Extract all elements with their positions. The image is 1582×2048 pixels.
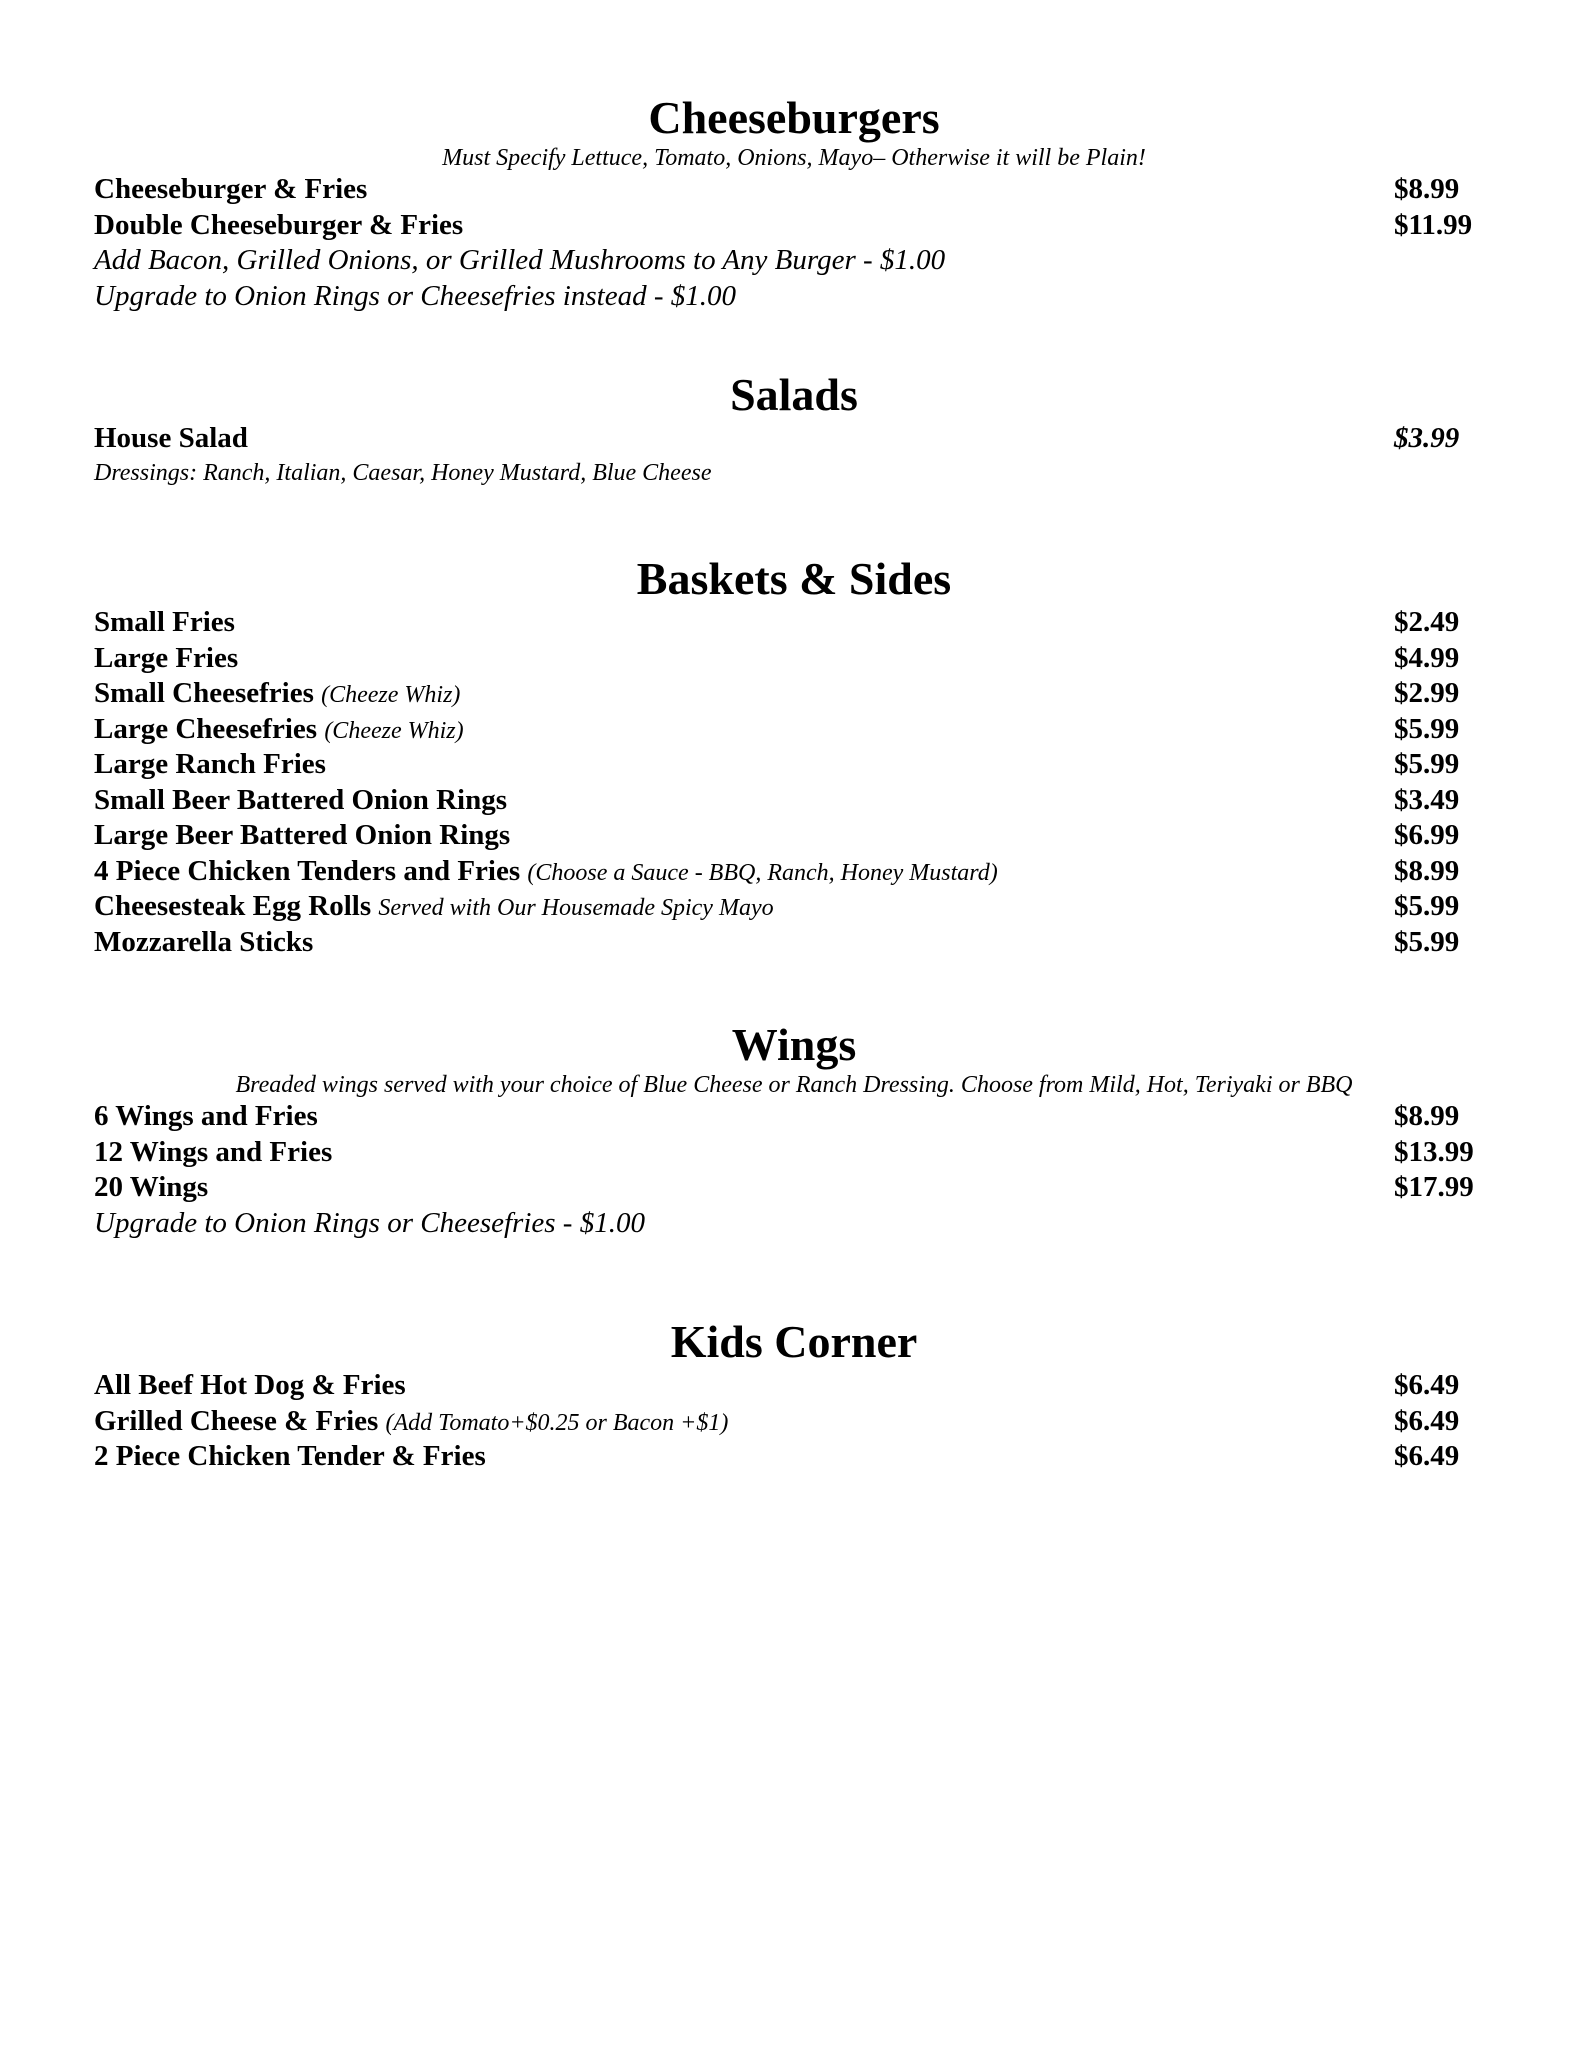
item-name: Grilled Cheese & Fries [94,1404,379,1437]
item-price: $5.99 [1394,712,1460,745]
section-note: Dressings: Ranch, Italian, Caesar, Honey Mustard, Blue Cheese [94,459,712,486]
item-name: House Salad [94,422,248,454]
item-description: Served with Our Housemade Spicy Mayo [378,895,774,921]
item-name: All Beef Hot Dog & Fries [94,1369,406,1401]
section-kids-corner [94,1316,1494,1475]
section-baskets-sides [94,553,1494,960]
section-title: Cheeseburgers [648,92,940,143]
item-price: $17.99 [1394,1171,1474,1203]
menu-item [94,641,1494,677]
menu-item [94,605,1494,641]
item-name: Large Ranch Fries [94,748,326,780]
menu-item [94,818,1494,854]
item-name: 4 Piece Chicken Tenders and Fries [94,854,521,887]
menu-item [94,1099,1494,1135]
item-description: (Cheeze Whiz) [324,717,464,744]
menu-item [94,1135,1494,1171]
item-name: Large Fries [94,641,239,674]
section-subtitle: Must Specify Lettuce, Tomato, Onions, Mayo– Otherwise it will be Plain! [442,145,1146,171]
item-name: 6 Wings and Fries [94,1100,318,1132]
item-price: $5.99 [1394,890,1460,922]
item-price: $5.99 [1394,925,1460,958]
item-price: $6.49 [1394,1440,1460,1472]
menu-item [94,1170,1494,1206]
item-list [94,1368,1494,1475]
item-name: 12 Wings and Fries [94,1135,333,1168]
item-price: $6.99 [1394,819,1460,851]
item-price: $6.49 [1394,1404,1460,1437]
section-title: Wings [731,1019,857,1070]
menu-item [94,783,1494,819]
item-price: $2.99 [1394,677,1460,709]
item-price: $6.49 [1394,1369,1460,1401]
menu-item [94,421,1494,457]
item-price: $5.99 [1394,748,1460,780]
item-price: $13.99 [1394,1135,1474,1168]
section-note: Upgrade to Onion Rings or Cheesefries instead - $1.00 [94,279,736,312]
item-price: $2.49 [1394,606,1460,638]
item-name: 2 Piece Chicken Tender & Fries [94,1440,486,1472]
menu-item [94,1404,1494,1440]
item-name: Cheeseburger & Fries [94,173,368,205]
section-title: Kids Corner [670,1316,918,1367]
item-description: (Choose a Sauce - BBQ, Ranch, Honey Mustard) [527,859,998,886]
menu-item [94,925,1494,961]
item-name: Large Cheesefries [94,712,318,745]
menu-item [94,747,1494,783]
menu-item [94,1439,1494,1475]
item-price: $11.99 [1394,208,1473,241]
item-price: $8.99 [1394,854,1460,887]
section-salads [94,369,1494,489]
item-price: $3.99 [1394,422,1460,454]
menu-item [94,854,1494,890]
menu-item [94,712,1494,748]
menu-item [94,208,1494,244]
item-price: $3.49 [1394,783,1460,816]
section-title: Salads [730,369,858,420]
item-price: $8.99 [1394,173,1460,205]
item-description: (Add Tomato+$0.25 or Bacon +$1) [385,1409,729,1436]
item-name: Small Fries [94,606,235,638]
section-wings [94,1019,1494,1241]
item-price: $4.99 [1394,641,1460,674]
item-price: $8.99 [1394,1100,1460,1132]
item-name: Large Beer Battered Onion Rings [94,819,511,851]
item-list [94,605,1494,960]
section-note: Add Bacon, Grilled Onions, or Grilled Mushrooms to Any Burger - $1.00 [94,244,946,276]
section-subtitle: Breaded wings served with your choice of Blue Cheese or Ranch Dressing. Choose from Mild, Hot, Teriyaki or BBQ [235,1072,1353,1098]
section-title: Baskets & Sides [636,553,952,604]
item-name: Cheesesteak Egg Rolls [94,890,372,922]
menu-item [94,676,1494,712]
item-description: (Cheeze Whiz) [321,682,461,708]
menu-item [94,889,1494,925]
section-cheeseburgers [94,92,1494,314]
menu-item [94,1368,1494,1404]
item-name: 20 Wings [94,1171,209,1203]
item-name: Small Beer Battered Onion Rings [94,783,507,816]
section-note: Upgrade to Onion Rings or Cheesefries - $1.00 [94,1206,645,1239]
item-name: Mozzarella Sticks [94,925,314,958]
item-name: Small Cheesefries [94,677,314,709]
item-name: Double Cheeseburger & Fries [94,208,464,241]
menu-item [94,172,1494,208]
